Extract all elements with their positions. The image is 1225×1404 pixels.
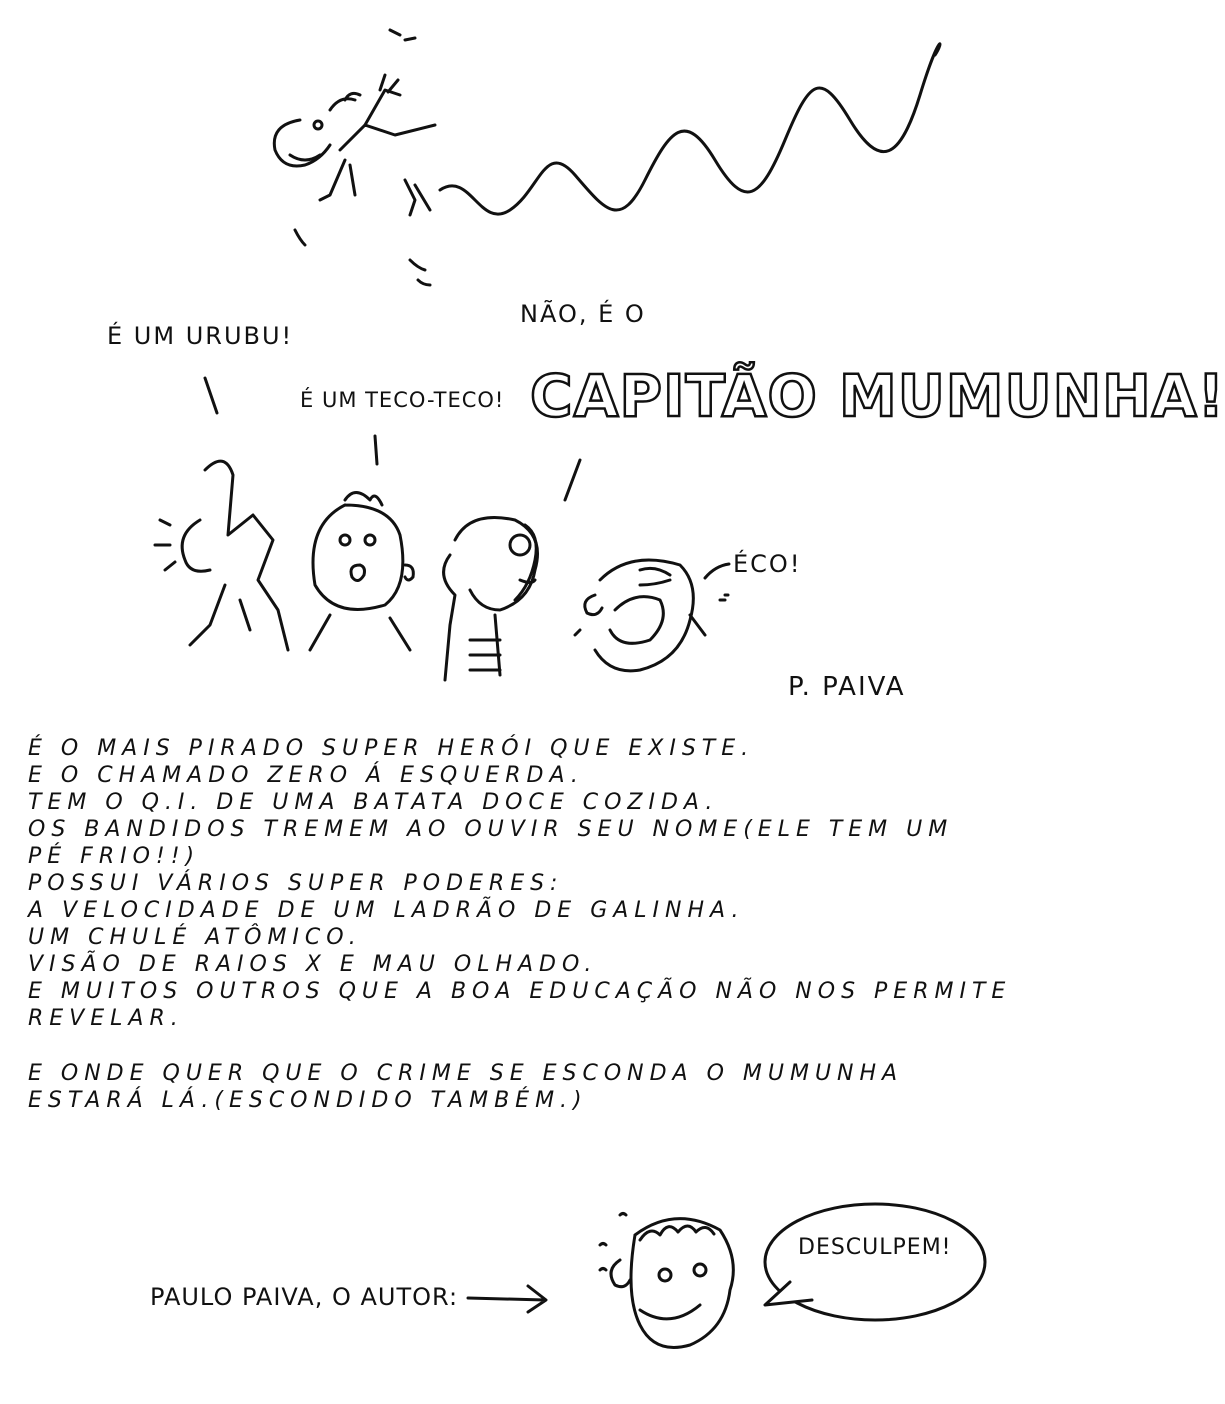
description-line: OS BANDIDOS TREMEM AO OUVIR SEU NOME(ELE TEM UM <box>28 817 954 842</box>
description-line: A VELOCIDADE DE UM LADRÃO DE GALINHA. <box>28 898 745 923</box>
description-line: REVELAR. <box>28 1006 184 1031</box>
speech-tick-teco <box>375 436 377 464</box>
crowd-illustration <box>155 461 728 680</box>
description-line: TEM O Q.I. DE UMA BATATA DOCE COZIDA. <box>28 790 719 815</box>
flying-hero-illustration <box>274 30 940 285</box>
speech-desculpem: DESCULPEM! <box>798 1235 952 1260</box>
description-line: VISÃO DE RAIOS X E MAU OLHADO. <box>28 952 598 977</box>
closing-line: ESTARÁ LÁ.(ESCONDIDO TAMBÉM.) <box>28 1088 588 1113</box>
speech-nao-e-o: NÃO, É O <box>520 300 646 328</box>
author-portrait-illustration <box>600 1214 733 1348</box>
description-block <box>28 735 1012 1114</box>
speech-urubu: É UM URUBU! <box>107 322 294 350</box>
speech-tick-capitao <box>565 460 580 500</box>
speech-teco-teco: É UM TECO-TECO! <box>300 388 505 412</box>
description-line: UM CHULÉ ATÔMICO. <box>28 925 362 950</box>
description-line: É O MAIS PIRADO SUPER HERÓI QUE EXISTE. <box>28 736 755 761</box>
description-line: POSSUI VÁRIOS SUPER PODERES: <box>28 871 564 896</box>
signature: P. PAIVA <box>788 672 906 702</box>
closing-block <box>28 1060 988 1114</box>
speech-balloon-tail <box>765 1282 812 1305</box>
closing-line: E ONDE QUER QUE O CRIME SE ESCONDA O MUMUNHA <box>28 1061 904 1086</box>
speech-tick-eco <box>705 564 729 578</box>
description-line: E MUITOS OUTROS QUE A BOA EDUCAÇÃO NÃO NOS PERMITE <box>28 979 1012 1004</box>
description-line: E O CHAMADO ZERO Á ESQUERDA. <box>28 763 584 788</box>
author-credit: PAULO PAIVA, O AUTOR: <box>150 1283 459 1311</box>
capitao-mumunha-title: CAPITÃO MUMUNHA! <box>530 362 1225 430</box>
speech-eco: ÉCO! <box>733 550 802 578</box>
author-arrow <box>468 1286 546 1312</box>
speech-tick-urubu <box>205 378 217 413</box>
description-line: PÉ FRIO!!) <box>28 844 201 869</box>
